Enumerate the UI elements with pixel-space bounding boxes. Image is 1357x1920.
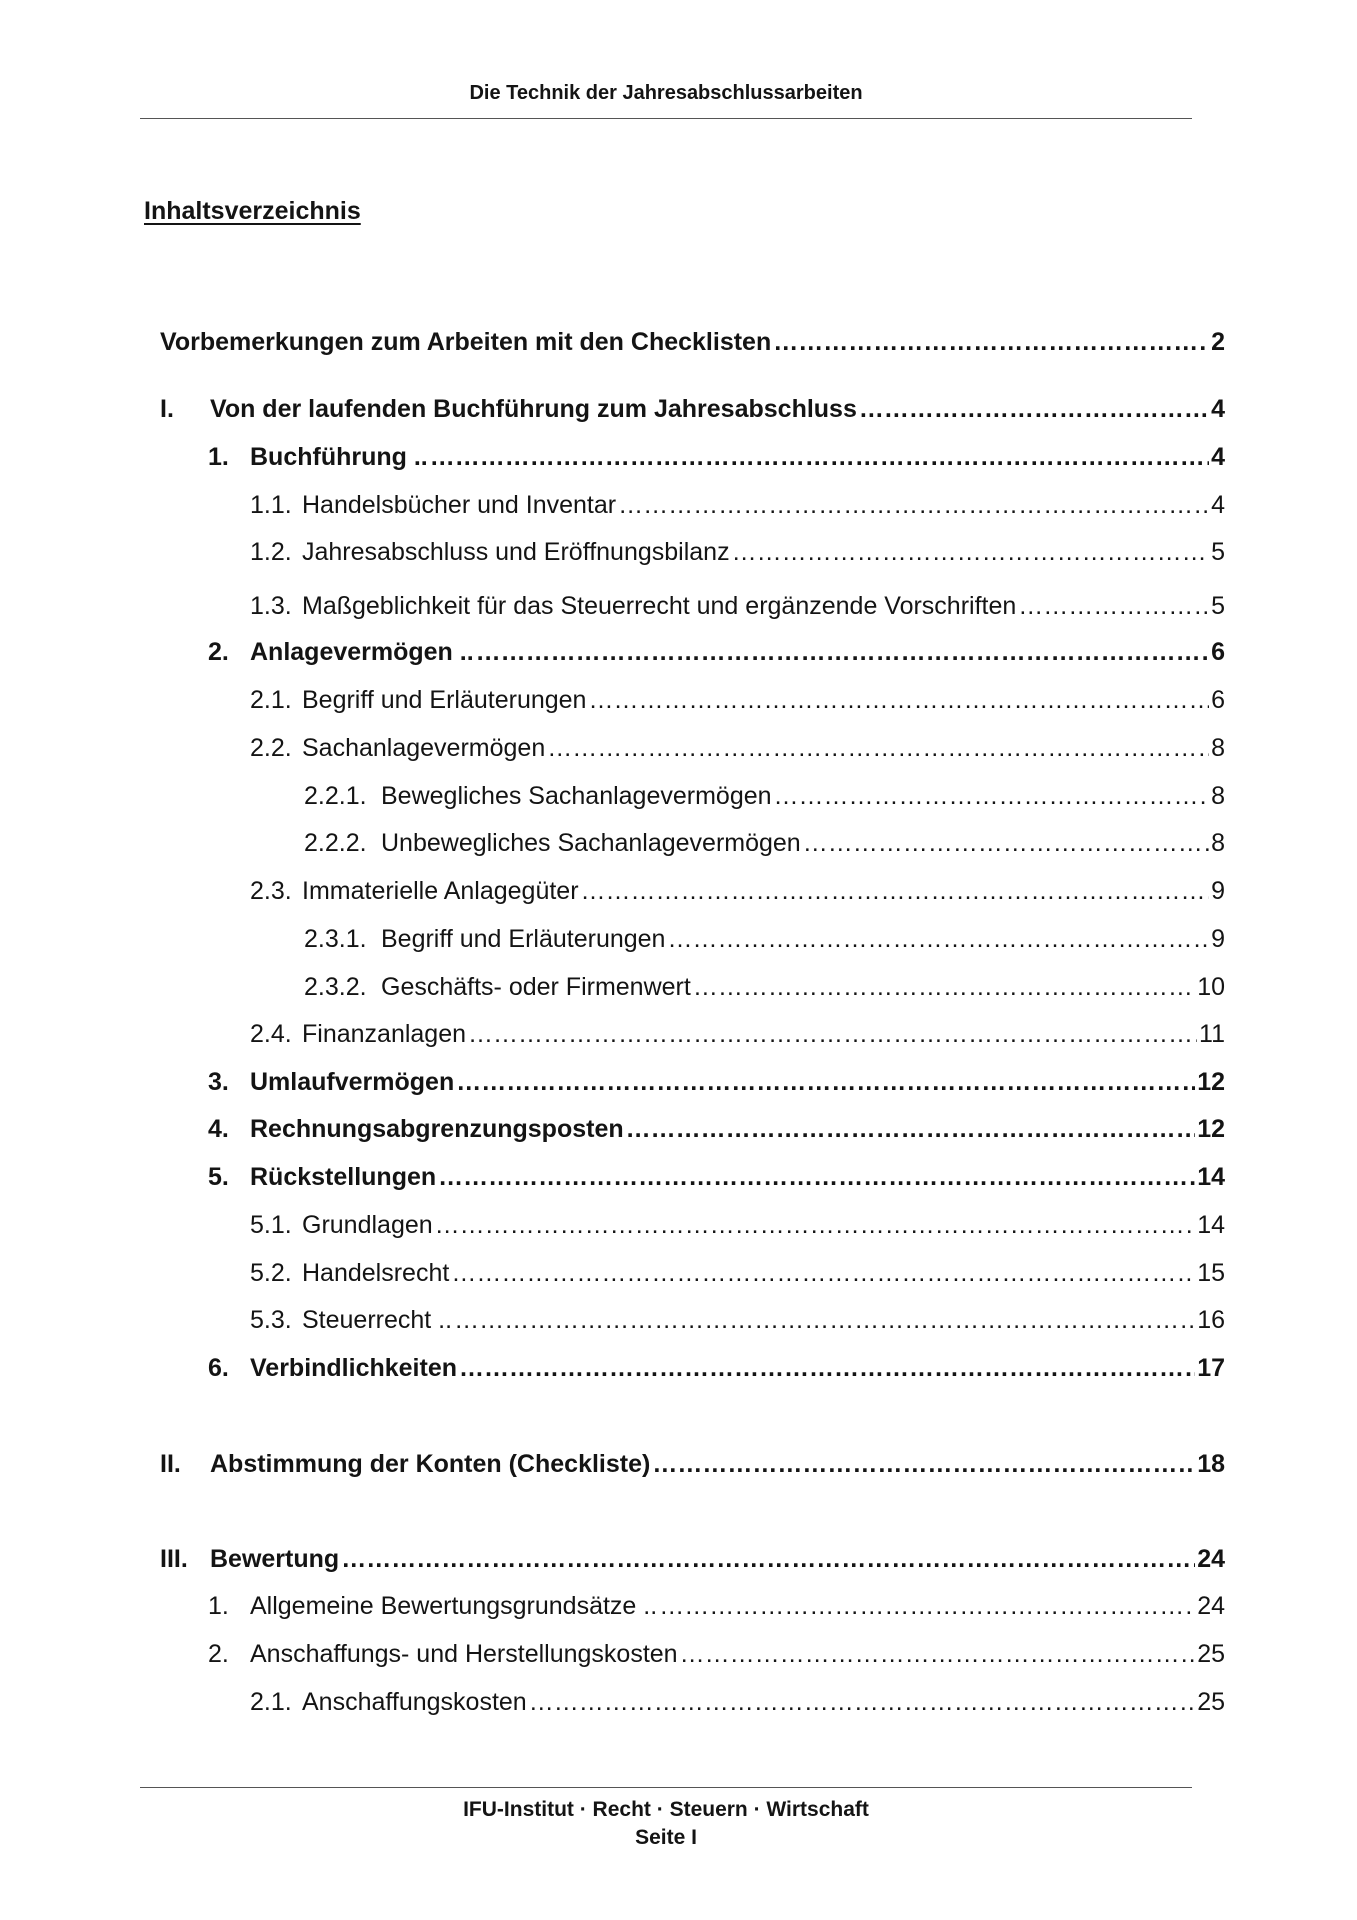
toc-entry-number: 2.3.2. <box>304 973 367 1001</box>
toc-entry-number: 2.4. <box>250 1020 292 1048</box>
toc-entry-page: 11 <box>1199 1020 1225 1048</box>
toc-dot-leader <box>430 440 1209 474</box>
toc-entry-number: 5.2. <box>250 1259 292 1287</box>
toc-entry <box>250 731 1225 765</box>
toc-dot-leader <box>652 1447 1195 1481</box>
toc-entry-title: Rechnungsabgrenzungsposten <box>250 1115 624 1143</box>
toc-entry-page: 12 <box>1197 1068 1225 1096</box>
toc-entry <box>160 1447 1225 1481</box>
toc-entry-page: 18 <box>1197 1450 1225 1478</box>
toc-dot-leader <box>435 1208 1196 1242</box>
toc-entry-page: 8 <box>1211 734 1225 762</box>
toc-entry-page: 14 <box>1197 1163 1225 1191</box>
toc-entry-number: 2. <box>208 1640 229 1668</box>
toc-entry <box>208 1351 1225 1385</box>
toc-entry-title: Anschaffungs- und Herstellungskosten <box>250 1640 678 1668</box>
toc-entry-number: I. <box>160 395 174 423</box>
toc-entry <box>208 635 1225 669</box>
toc-dot-leader <box>859 392 1209 426</box>
toc-entry-number: 2.1. <box>250 1688 292 1716</box>
toc-entry-number: 2. <box>208 638 229 666</box>
toc-dot-leader <box>438 1160 1195 1194</box>
toc-entry-title: Umlaufvermögen <box>250 1068 455 1096</box>
running-header: Die Technik der Jahresabschlussarbeiten <box>469 82 863 104</box>
toc-dot-leader <box>341 1542 1195 1576</box>
toc-entry-page: 4 <box>1211 395 1225 423</box>
toc-entry <box>208 1112 1225 1146</box>
toc-entry-number: 2.1. <box>250 686 292 714</box>
toc-dot-leader <box>803 826 1209 860</box>
toc-entry-page: 24 <box>1197 1545 1225 1573</box>
footer-rule <box>140 1787 1192 1788</box>
toc-dot-leader <box>667 922 1209 956</box>
toc-entry-title: Rückstellungen <box>250 1163 437 1191</box>
toc-entry-page: 16 <box>1197 1306 1225 1334</box>
toc-entry-number: 1.3. <box>250 592 292 620</box>
toc-entry <box>250 488 1225 522</box>
toc-dot-leader <box>454 1303 1195 1337</box>
toc-entry-page: 12 <box>1197 1115 1225 1143</box>
toc-entry-number: 2.2. <box>250 734 292 762</box>
toc-entry <box>304 970 1225 1004</box>
toc-entry-page: 25 <box>1197 1640 1225 1668</box>
toc-dot-leader <box>581 874 1210 908</box>
toc-entry-number: II. <box>160 1450 181 1478</box>
toc-entry <box>304 922 1225 956</box>
toc-dot-leader <box>773 325 1209 359</box>
toc-entry-number: 4. <box>208 1115 229 1143</box>
toc-entry-title: Immaterielle Anlagegüter <box>302 877 579 905</box>
toc-entry <box>250 535 1225 569</box>
toc-entry-number: 1.2. <box>250 538 292 566</box>
toc-entry <box>208 1065 1225 1099</box>
toc-entry-page: 6 <box>1211 686 1225 714</box>
toc-entry <box>208 1637 1225 1671</box>
toc-entry-page: 5 <box>1211 592 1225 620</box>
toc-entry <box>250 874 1225 908</box>
toc-entry-page: 15 <box>1197 1259 1225 1287</box>
toc-entry <box>250 1685 1225 1719</box>
toc-dot-leader <box>618 488 1209 522</box>
toc-dot-leader <box>468 1017 1197 1051</box>
toc-entry-title: Verbindlichkeiten <box>250 1354 458 1382</box>
toc-entry <box>250 1303 1225 1337</box>
toc-dot-leader <box>626 1112 1196 1146</box>
toc-entry-number: 5.3. <box>250 1306 292 1334</box>
toc-entry-title: Begriff und Erläuterungen <box>302 686 587 714</box>
toc-dot-leader <box>547 731 1209 765</box>
toc-entry <box>250 1208 1225 1242</box>
toc-entry <box>250 589 1225 623</box>
footer-page-number: Seite I <box>635 1826 697 1849</box>
toc-entry-title: Finanzanlagen <box>302 1020 467 1048</box>
toc-entry <box>304 826 1225 860</box>
toc-entry-title: Sachanlagevermögen <box>302 734 546 762</box>
toc-dot-leader <box>693 970 1195 1004</box>
toc-entry-title: Unbewegliches Sachanlagevermögen <box>381 829 801 857</box>
toc-entry-page: 17 <box>1197 1354 1225 1382</box>
toc-entry-number: 2.2.2. <box>304 829 367 857</box>
toc-entry-number: 5. <box>208 1163 229 1191</box>
toc-dot-leader <box>451 1256 1195 1290</box>
toc-entry-number: 3. <box>208 1068 229 1096</box>
toc-entry-number: 1.1. <box>250 491 292 519</box>
toc-entry-page: 8 <box>1211 829 1225 857</box>
toc-entry-number: 2.2.1. <box>304 782 367 810</box>
toc-entry-number: 5.1. <box>250 1211 292 1239</box>
toc-entry-page: 2 <box>1211 328 1225 356</box>
toc-dot-leader <box>774 779 1210 813</box>
toc-entry-page: 9 <box>1211 877 1225 905</box>
toc-entry-page: 5 <box>1211 538 1225 566</box>
toc-entry-title: Buchführung .. <box>250 443 428 471</box>
toc-entry-title: Allgemeine Bewertungsgrundsätze .. <box>250 1592 658 1620</box>
toc-entry-title: Grundlagen <box>302 1211 433 1239</box>
toc-entry-title: Abstimmung der Konten (Checkliste) <box>210 1450 651 1478</box>
toc-entry <box>160 392 1225 426</box>
footer-institute: IFU-Institut · Recht · Steuern · Wirtschaft <box>463 1798 869 1821</box>
toc-entry-number: III. <box>160 1545 188 1573</box>
toc-entry-title: Geschäfts- oder Firmenwert <box>381 973 691 1001</box>
toc-dot-leader <box>659 1589 1195 1623</box>
toc-entry-title: Handelsbücher und Inventar <box>302 491 617 519</box>
toc-entry <box>250 683 1225 717</box>
toc-entry-title: Anschaffungskosten <box>302 1688 527 1716</box>
toc-entry-title: Handelsrecht <box>302 1259 450 1287</box>
toc-entry-title: Von der laufenden Buchführung zum Jahresabschluss <box>210 395 857 423</box>
toc-entry-title: Vorbemerkungen zum Arbeiten mit den Checklisten <box>160 328 772 356</box>
toc-dot-leader <box>529 1685 1195 1719</box>
toc-entry <box>304 779 1225 813</box>
toc-entry-title: Steuerrecht .. <box>302 1306 453 1334</box>
toc-dot-leader <box>1018 589 1209 623</box>
toc-entry <box>208 1589 1225 1623</box>
toc-entry <box>160 325 1225 359</box>
toc-entry-title: Bewertung <box>210 1545 340 1573</box>
toc-entry <box>160 1542 1225 1576</box>
toc-entry-number: 1. <box>208 443 229 471</box>
toc-dot-leader <box>680 1637 1196 1671</box>
toc-entry-title: Bewegliches Sachanlagevermögen <box>381 782 772 810</box>
toc-entry-page: 10 <box>1197 973 1225 1001</box>
toc-dot-leader <box>476 635 1209 669</box>
toc-dot-leader <box>459 1351 1195 1385</box>
toc-entry-page: 24 <box>1197 1592 1225 1620</box>
toc-entry-number: 6. <box>208 1354 229 1382</box>
toc-entry-number: 1. <box>208 1592 229 1620</box>
toc-entry-page: 6 <box>1211 638 1225 666</box>
toc-entry <box>250 1017 1225 1051</box>
toc-entry-page: 9 <box>1211 925 1225 953</box>
toc-entry-title: Anlagevermögen .. <box>250 638 474 666</box>
toc-entry-page: 8 <box>1211 782 1225 810</box>
toc-entry-number: 2.3.1. <box>304 925 367 953</box>
toc-entry-title: Begriff und Erläuterungen <box>381 925 666 953</box>
toc-entry-title: Jahresabschluss und Eröffnungsbilanz <box>302 538 730 566</box>
toc-entry-page: 25 <box>1197 1688 1225 1716</box>
toc-dot-leader <box>732 535 1210 569</box>
toc-dot-leader <box>588 683 1209 717</box>
toc-heading: Inhaltsverzeichnis <box>144 197 361 225</box>
toc-entry-page: 4 <box>1211 443 1225 471</box>
toc-entry <box>250 1256 1225 1290</box>
toc-entry <box>208 440 1225 474</box>
toc-entry <box>208 1160 1225 1194</box>
toc-dot-leader <box>456 1065 1195 1099</box>
toc-entry-title: Maßgeblichkeit für das Steuerrecht und ergänzende Vorschriften <box>302 592 1017 620</box>
toc-entry-page: 14 <box>1197 1211 1225 1239</box>
toc-entry-number: 2.3. <box>250 877 292 905</box>
toc-entry-page: 4 <box>1211 491 1225 519</box>
